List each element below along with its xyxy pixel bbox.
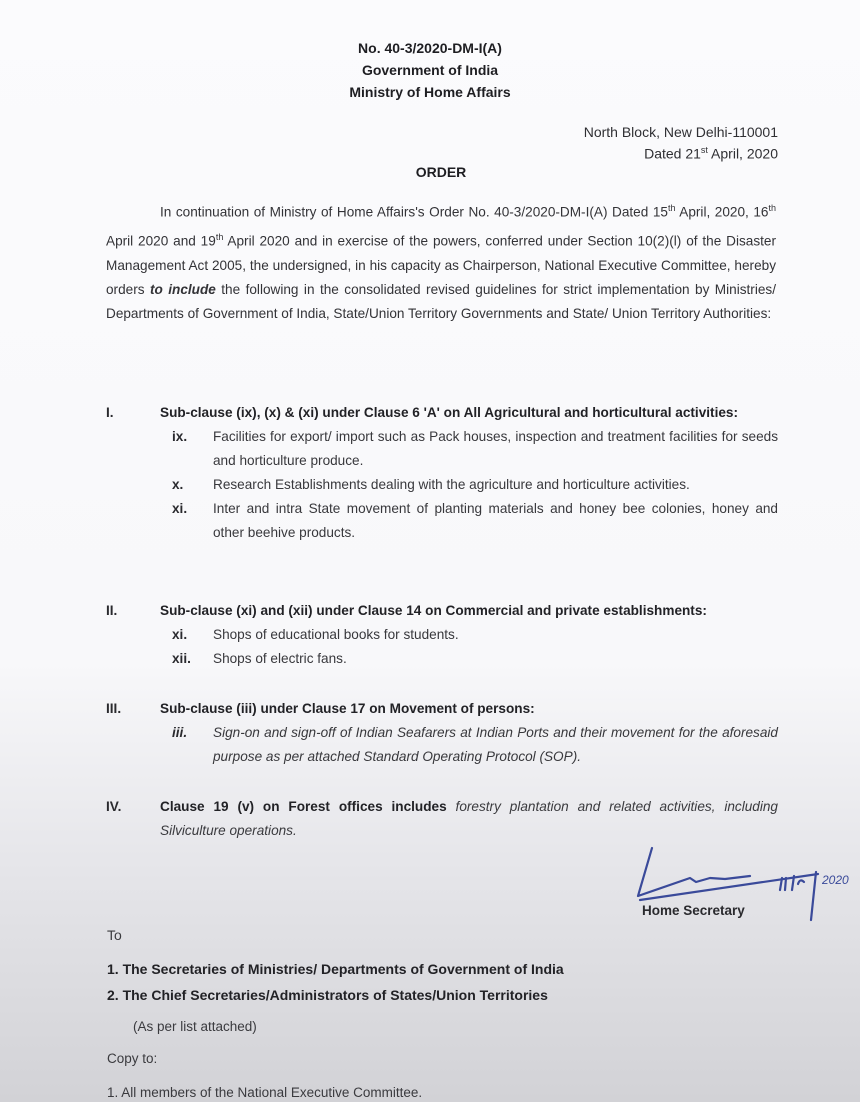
order-title: ORDER (415, 164, 467, 180)
signatory-title: Home Secretary (642, 903, 745, 918)
copy-to-label: Copy to: (107, 1051, 158, 1066)
intro-paragraph: In continuation of Ministry of Home Affairs's Order No. 40-3/2020-DM-I(A) Dated 15th April, 2020, 16th April 2020 and 19th April 2020 and in exercise of the powers, conferred under Section 10(2)(l) of the Disaster Management Act 2005, the undersigned, in his capacity as Chairperson, National Executive Committee, hereby orders to include the following in the consolidated revised guidelines for strict implementation by Ministries/ Departments of Government of India, State/Union Territory Governments and State/ Union Territory Authorities: (106, 203, 776, 322)
sub-clause-iii: iii. Sign-on and sign-off of Indian Seafarers at Indian Ports and their movement for the aforesaid purpose as per attached Standard Operating Protocol (SOP). (172, 725, 778, 764)
government-heading: Government of India (361, 62, 499, 78)
sub-clause-xi: xi. Inter and intra State movement of planting materials and honey bee colonies, honey and other beehive products. (172, 501, 778, 540)
to-label: To (107, 927, 122, 943)
clause-title: Sub-clause (iii) under Clause 17 on Movement of persons: (160, 701, 535, 716)
sub-clause-xi: xi. Shops of educational books for students. (172, 627, 459, 642)
clause-1 (106, 401, 778, 545)
clause-number: III. (106, 701, 122, 716)
sub-clause-x: x. Research Establishments dealing with the agriculture and horticulture activities. (172, 477, 690, 492)
clause-3 (106, 697, 778, 769)
clause-title: Sub-clause (ix), (x) & (xi) under Clause 6 'A' on All Agricultural and horticultural activities: (160, 405, 738, 420)
clause-number: II. (106, 603, 118, 618)
recipient-item: 1. The Secretaries of Ministries/ Departments of Government of India (107, 961, 564, 977)
clause-2 (106, 599, 778, 671)
clause-number: I. (106, 405, 114, 420)
address-location: North Block, New Delhi-110001 (583, 124, 778, 140)
clause-title: Clause 19 (v) on Forest offices includes forestry plantation and related activities, including Silviculture operations. (160, 799, 778, 838)
order-date: Dated 21st April, 2020 (644, 145, 778, 162)
emphasis-to-include: to include (149, 281, 216, 297)
ministry-heading: Ministry of Home Affairs (349, 84, 511, 100)
svg-text:2020: 2020 (822, 873, 849, 887)
sub-clause-ix: ix. Facilities for export/ import such as Pack houses, inspection and treatment facilities for seeds and horticulture produce. (172, 429, 778, 468)
clause-title: Sub-clause (xi) and (xii) under Clause 14 on Commercial and private establishments: (160, 603, 707, 618)
order-number: No. 40-3/2020-DM-I(A) (358, 40, 502, 56)
sub-clause-xii: xii. Shops of electric fans. (172, 651, 347, 666)
recipient-item: 2. The Chief Secretaries/Administrators of States/Union Territories (107, 987, 548, 1003)
clause-number: IV. (106, 799, 122, 814)
copy-recipient-item: 1. All members of the National Executive Committee. (107, 1085, 423, 1100)
list-attached-note: (As per list attached) (133, 1019, 257, 1034)
clause-4 (106, 795, 778, 843)
